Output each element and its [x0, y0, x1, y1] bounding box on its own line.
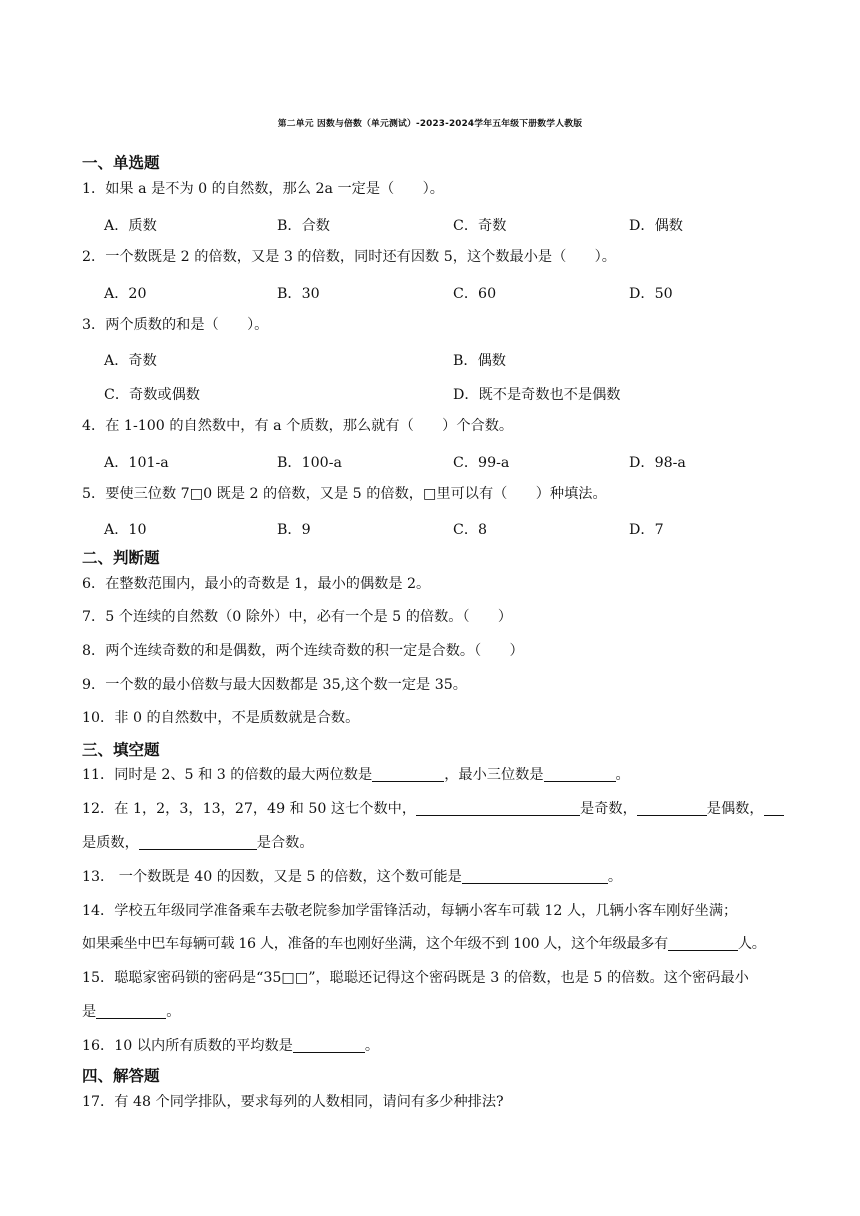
answer-blank[interactable]	[764, 801, 784, 816]
question-2-stem: 2．一个数既是 2 的倍数，又是 3 的倍数，同时还有因数 5，这个数最小是（ ）。	[82, 249, 616, 265]
answer-blank[interactable]	[637, 801, 707, 816]
question-9: 9．一个数的最小倍数与最大因数都是 35,这个数一定是 35。	[82, 677, 467, 693]
question-15-line-1: 15．聪聪家密码锁的密码是“35□□”，聪聪还记得这个密码既是 3 的倍数，也是 5 的倍数。这个密码最小	[82, 970, 749, 986]
question-11: 11．同时是 2、5 和 3 的倍数的最大两位数是 ，最小三位数是 。	[82, 767, 630, 784]
question-3-option-a: A．奇数	[104, 353, 157, 369]
answer-blank[interactable]	[139, 835, 257, 850]
question-3-option-c: C．奇数或偶数	[104, 387, 200, 403]
question-2-option-c: C．60	[453, 286, 497, 302]
question-14-line-1: 14．学校五年级同学准备乘车去敬老院参加学雷锋活动，每辆小客车可载 12 人，几辆小客车刚好坐满；	[82, 903, 738, 919]
question-16: 16．10 以内所有质数的平均数是 。	[82, 1038, 380, 1055]
question-13: 13． 一个数既是 40 的因数，又是 5 的倍数，这个数可能是 。	[82, 869, 623, 886]
question-5-option-b: B．9	[277, 522, 311, 538]
question-5-option-a: A．10	[104, 522, 147, 538]
answer-blank[interactable]	[544, 767, 616, 782]
question-1-option-c: C．奇数	[453, 218, 507, 234]
question-5-option-d: D．7	[629, 522, 664, 538]
question-4-option-b: B．100-a	[277, 455, 342, 471]
section-heading-single-choice: 一、单选题	[82, 154, 160, 172]
question-10: 10．非 0 的自然数中，不是质数就是合数。	[82, 710, 360, 726]
question-5-option-c: C．8	[453, 522, 488, 538]
question-5-stem: 5．要使三位数 7□0 既是 2 的倍数，又是 5 的倍数，□里可以有（ ）种填法。	[82, 486, 607, 502]
question-1-option-b: B．合数	[277, 218, 330, 234]
answer-blank[interactable]	[372, 767, 444, 782]
section-heading-solve: 四、解答题	[82, 1067, 160, 1085]
question-2-option-a: A．20	[104, 286, 147, 302]
question-4-stem: 4．在 1-100 的自然数中，有 a 个质数，那么就有（ ）个合数。	[82, 418, 514, 434]
question-2-option-d: D．50	[629, 286, 673, 302]
answer-blank[interactable]	[293, 1038, 365, 1053]
answer-blank[interactable]	[462, 869, 608, 884]
question-1-option-d: D．偶数	[629, 218, 683, 234]
question-14-line-2: 如果乘坐中巴车每辆可载 16 人，准备的车也刚好坐满，这个年级不到 100 人，这个年级最多有 人。	[82, 936, 766, 953]
question-12-line-1: 12．在 1，2，3，13，27，49 和 50 这七个数中， 是奇数， 是偶数，	[82, 801, 784, 818]
answer-blank[interactable]	[416, 801, 580, 816]
question-17: 17．有 48 个同学排队，要求每列的人数相同，请问有多少种排法?	[82, 1094, 504, 1110]
question-7: 7．5 个连续的自然数（0 除外）中，必有一个是 5 的倍数。（ ）	[82, 609, 513, 625]
question-1-option-a: A．质数	[104, 218, 157, 234]
question-6: 6．在整数范围内，最小的奇数是 1，最小的偶数是 2。	[82, 576, 431, 592]
answer-blank[interactable]	[668, 936, 738, 951]
question-3-option-b: B．偶数	[453, 353, 506, 369]
question-4-option-a: A．101-a	[104, 455, 169, 471]
question-1-stem: 1．如果 a 是不为 0 的自然数，那么 2a 一定是（ ）。	[82, 181, 444, 197]
question-2-option-b: B．30	[277, 286, 320, 302]
question-3-stem: 3．两个质数的和是（ ）。	[82, 317, 269, 333]
question-12-line-2: 是质数， 是合数。	[82, 835, 314, 852]
question-15-line-2: 是 。	[82, 1004, 181, 1021]
page-title: 第二单元 因数与倍数（单元测试）-2023-2024学年五年级下册数学人教版	[277, 119, 583, 129]
question-8: 8．两个连续奇数的和是偶数，两个连续奇数的积一定是合数。（ ）	[82, 643, 524, 659]
question-4-option-d: D．98-a	[629, 455, 686, 471]
question-3-option-d: D．既不是奇数也不是偶数	[453, 387, 621, 403]
answer-blank[interactable]	[96, 1004, 166, 1019]
section-heading-true-false: 二、判断题	[82, 549, 160, 567]
question-4-option-c: C．99-a	[453, 455, 510, 471]
section-heading-fill-blank: 三、填空题	[82, 741, 160, 759]
